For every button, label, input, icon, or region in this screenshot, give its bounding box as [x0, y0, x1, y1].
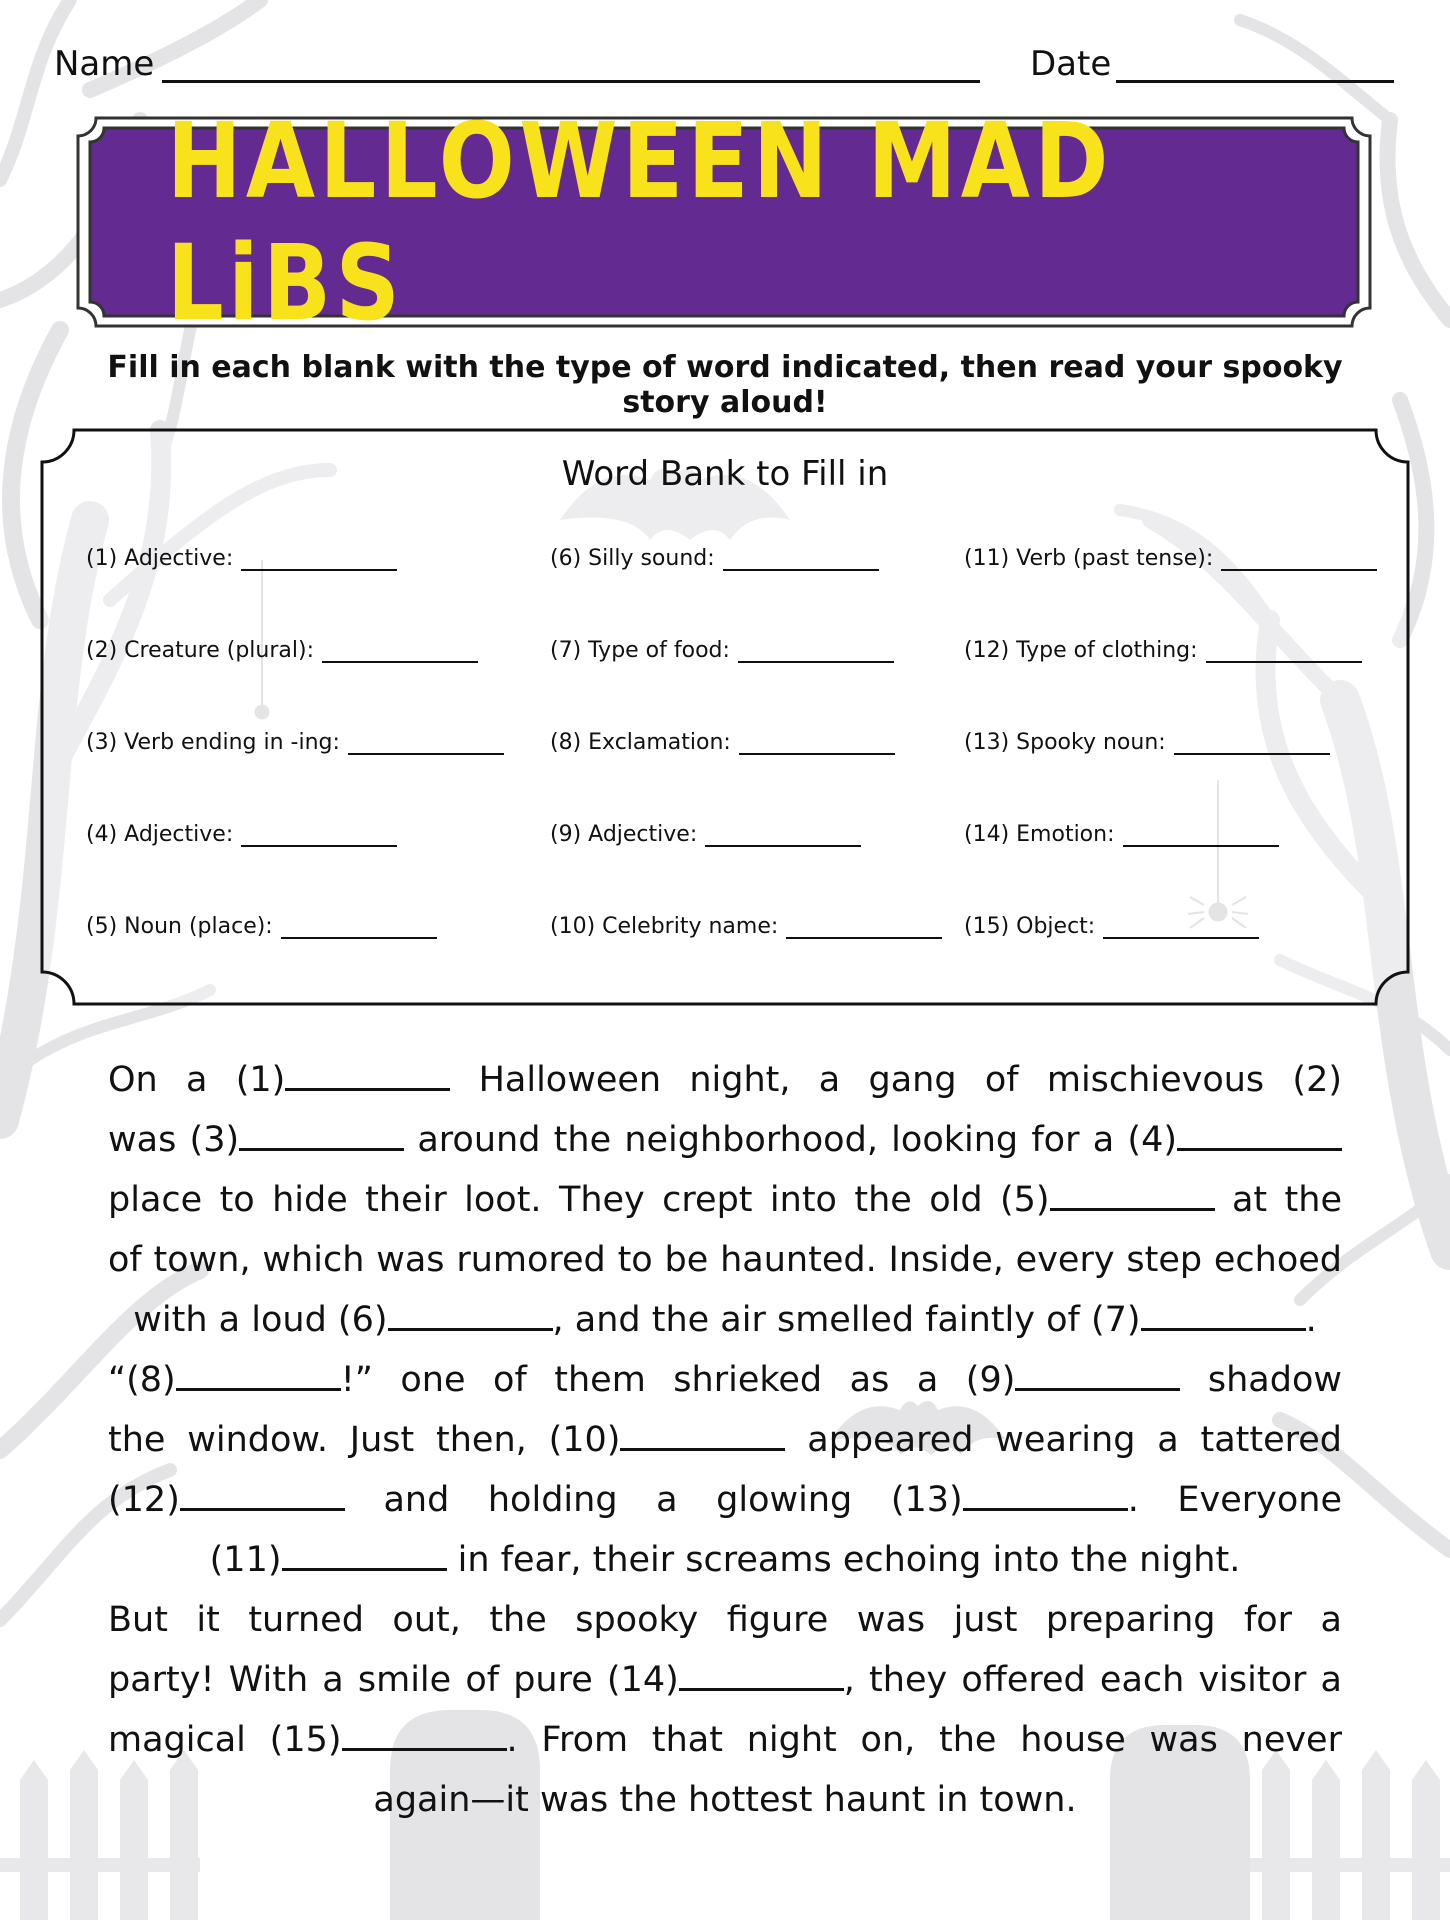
story-blank-15[interactable]: [342, 1720, 507, 1751]
word-bank-item-3: [86, 730, 504, 755]
word-bank-label: (1) Adjective:: [86, 546, 234, 571]
name-line[interactable]: [162, 80, 980, 83]
story-segment: (11): [209, 1540, 282, 1580]
title-banner: [76, 100, 1372, 344]
word-bank-item-12: [964, 638, 1362, 663]
word-bank-blank[interactable]: [241, 825, 397, 847]
story-segment: was (3): [108, 1120, 240, 1160]
word-bank-label: (14) Emotion:: [964, 822, 1115, 847]
story-text: [108, 1050, 1342, 1830]
word-bank-blank[interactable]: [786, 917, 942, 939]
word-bank-item-11: [964, 546, 1377, 571]
word-bank-label: (9) Adjective:: [550, 822, 698, 847]
story-blank-6[interactable]: [388, 1300, 553, 1331]
story-line-7: [108, 1410, 1342, 1470]
page-title: HALLOWEEN MAD LiBS: [166, 100, 1113, 344]
story-blank-1[interactable]: [285, 1060, 450, 1091]
word-bank-label: (12) Type of clothing:: [964, 638, 1198, 663]
story-segment: place to hide their loot. They crept into the old (5): [108, 1180, 1050, 1220]
word-bank-blank[interactable]: [281, 917, 437, 939]
date-label: Date: [1030, 44, 1112, 84]
word-bank-item-6: [550, 546, 879, 571]
story-segment: party! With a smile of pure (14): [108, 1660, 679, 1700]
word-bank-blank[interactable]: [738, 641, 894, 663]
word-bank-item-13: [964, 730, 1330, 755]
story-segment: in fear, their screams echoing into the night.: [446, 1540, 1241, 1580]
story-blank-8[interactable]: [176, 1360, 341, 1391]
name-label: Name: [54, 44, 155, 84]
story-segment: (12): [108, 1480, 180, 1520]
word-bank-label: (10) Celebrity name:: [550, 914, 779, 939]
story-blank-10[interactable]: [620, 1420, 785, 1451]
instructions-text: Fill in each blank with the type of word indicated, then read your spooky story aloud!: [107, 350, 1343, 420]
story-segment: . Everyone: [1127, 1480, 1342, 1520]
word-bank-item-8: [550, 730, 895, 755]
word-bank-item-7: [550, 638, 894, 663]
word-bank-blank[interactable]: [241, 549, 397, 571]
story-line-8: [108, 1470, 1342, 1530]
story-blank-7[interactable]: [1141, 1300, 1306, 1331]
word-bank-blank[interactable]: [348, 733, 504, 755]
story-line-1: [108, 1050, 1342, 1110]
story-line-13: again—it was the hottest haunt in town.: [373, 1780, 1077, 1820]
story-line-10: But it turned out, the spooky figure was just preparing for a: [108, 1600, 1342, 1640]
story-segment: shadow: [1207, 1360, 1342, 1400]
story-line-4: of town, which was rumored to be haunted. Inside, every step echoed: [108, 1240, 1342, 1280]
word-bank-blank[interactable]: [1174, 733, 1330, 755]
word-bank-blank[interactable]: [322, 641, 478, 663]
word-bank-label: (3) Verb ending in -ing:: [86, 730, 340, 755]
story-line-9: [108, 1530, 1342, 1590]
story-segment: !” one of them shrieked as a (9): [340, 1360, 1016, 1400]
word-bank-label: (2) Creature (plural):: [86, 638, 314, 663]
word-bank-blank[interactable]: [723, 549, 879, 571]
word-bank-item-9: [550, 822, 861, 847]
story-segment: , and the air smelled faintly of (7): [552, 1300, 1141, 1340]
story-segment: the window. Just then, (10): [108, 1420, 621, 1460]
word-bank-item-14: [964, 822, 1279, 847]
story-blank-5[interactable]: [1050, 1180, 1215, 1211]
word-bank-blank[interactable]: [1221, 549, 1377, 571]
story-blank-9[interactable]: [1015, 1360, 1180, 1391]
story-blank-13[interactable]: [963, 1480, 1128, 1511]
word-bank-blank[interactable]: [1206, 641, 1362, 663]
word-bank-blank[interactable]: [739, 733, 895, 755]
story-segment: On a (1): [108, 1060, 286, 1100]
story-blank-14[interactable]: [679, 1660, 844, 1691]
story-segment: “(8): [108, 1360, 176, 1400]
word-bank-item-1: [86, 546, 397, 571]
story-blank-11[interactable]: [282, 1540, 447, 1571]
word-bank-label: (11) Verb (past tense):: [964, 546, 1214, 571]
date-line[interactable]: [1116, 80, 1394, 83]
word-bank-item-15: [964, 914, 1259, 939]
word-bank-item-10: [550, 914, 942, 939]
story-line-5: [108, 1290, 1342, 1350]
story-line-2: [108, 1110, 1342, 1170]
story-line-12: [108, 1710, 1342, 1770]
story-segment: Halloween night, a gang of mischievous (2): [450, 1060, 1342, 1100]
word-bank-label: (8) Exclamation:: [550, 730, 731, 755]
word-bank-blank[interactable]: [1103, 917, 1259, 939]
story-line-6: [108, 1350, 1342, 1410]
word-bank-item-5: [86, 914, 437, 939]
story-line-11: [108, 1650, 1342, 1710]
word-bank-box: [40, 428, 1410, 1006]
word-bank-item-2: [86, 638, 478, 663]
word-bank-blank[interactable]: [1123, 825, 1279, 847]
word-bank-blank[interactable]: [705, 825, 861, 847]
story-blank-12[interactable]: [180, 1480, 345, 1511]
word-bank-label: (15) Object:: [964, 914, 1096, 939]
story-segment: with a loud (6): [133, 1300, 388, 1340]
word-bank-label: (4) Adjective:: [86, 822, 234, 847]
story-line-3: [108, 1170, 1342, 1230]
word-bank-label: (13) Spooky noun:: [964, 730, 1166, 755]
word-bank-label: (5) Noun (place):: [86, 914, 273, 939]
story-segment: . From that night on, the house was never: [506, 1720, 1342, 1760]
story-segment: and holding a glowing (13): [344, 1480, 963, 1520]
word-bank-label: (7) Type of food:: [550, 638, 730, 663]
word-bank-label: (6) Silly sound:: [550, 546, 715, 571]
word-bank-item-4: [86, 822, 397, 847]
story-blank-4[interactable]: [1177, 1120, 1342, 1151]
story-blank-3[interactable]: [239, 1120, 404, 1151]
story-segment: at the: [1231, 1180, 1342, 1220]
story-segment: , they offered each visitor a: [843, 1660, 1342, 1700]
word-bank-title: Word Bank to Fill in: [561, 454, 889, 494]
story-segment: appeared wearing a tattered: [785, 1420, 1342, 1460]
story-segment: .: [1305, 1300, 1317, 1340]
story-segment: around the neighborhood, looking for a (4): [404, 1120, 1177, 1160]
story-segment: magical (15): [108, 1720, 342, 1760]
